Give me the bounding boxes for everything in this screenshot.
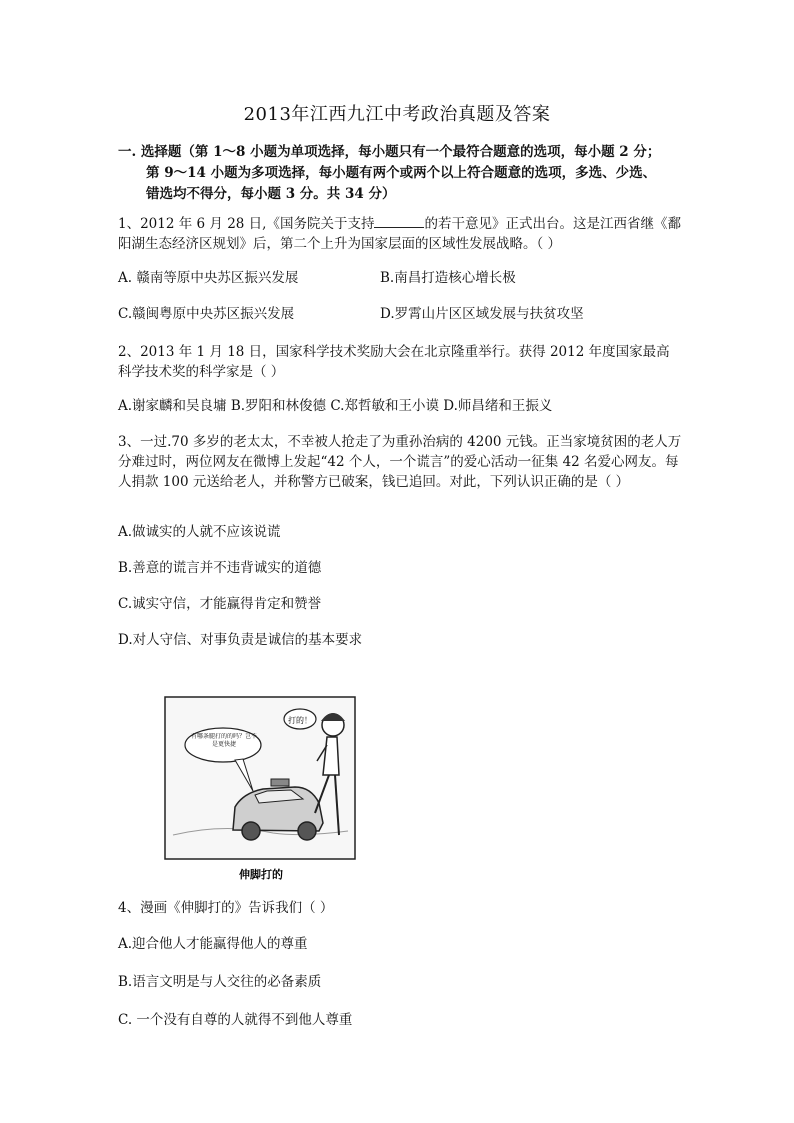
question-2-options: A.谢家麟和吴良墉 B.罗阳和林俊德 C.郑哲敏和王小谟 D.师昌绪和王振义 — [118, 398, 553, 414]
speech-bubble-right-text: 打的！ — [288, 716, 312, 725]
question-2: 2、2013 年 1 月 18 日，国家科学技术奖励大会在北京隆重举行。获得 2012 年度国家最高科学技术奖的科学家是（ ） — [118, 344, 670, 380]
question-4-option-c: C. 一个没有自尊的人就得不到他人尊重 — [118, 1012, 353, 1028]
question-1 — [118, 214, 683, 254]
section-heading-line3: 错选均不得分，每小题 3 分。共 34 分） — [146, 186, 396, 202]
question-1-option-c: C.赣闽粤原中央苏区振兴发展 — [118, 306, 295, 322]
section-heading-line2: 第 9～14 小题为多项选择，每小题有两个或两个以上符合题意的选项，多选、少选、 — [146, 165, 657, 181]
taxi-wheel-front — [242, 822, 260, 840]
question-3-option-d: D.对人守信、对事负责是诚信的基本要求 — [118, 632, 363, 648]
question-1-text-start: 1、2012 年 6 月 28 日,《国务院关于支持 — [118, 216, 375, 232]
question-4: 4、漫画《伸脚打的》告诉我们（ ） — [118, 900, 334, 916]
question-3-option-b: B.善意的谎言并不违背诚实的道德 — [118, 560, 322, 576]
speech-bubble-left-text: 有哪条腿打的的吗？岂不是更快捷 — [191, 733, 257, 748]
taxi-sign — [271, 779, 289, 786]
question-1-option-b: B.南昌打造核心增长极 — [380, 270, 516, 286]
question-4-option-a: A.迎合他人才能赢得他人的尊重 — [118, 936, 308, 952]
question-3-option-a: A.做诚实的人就不应该说谎 — [118, 524, 281, 540]
section-heading-line1: 一. 选择题（第 1～8 小题为单项选择，每小题只有一个最符合题意的选项，每小题 2 分； — [118, 144, 661, 160]
question-1-blank — [374, 215, 424, 228]
question-4-option-b: B.语言文明是与人交往的必备素质 — [118, 974, 322, 990]
question-1-text-end: 的若干意见》正式出台。这是江西省继《鄱阳湖生态经济区规划》后，第二个上升为国家层面的区域性发展战略。（ ） — [118, 216, 681, 252]
question-3-option-c: C.诚实守信，才能赢得肯定和赞誉 — [118, 596, 322, 612]
question-3: 3、一过.70 多岁的老太太，不幸被人抢走了为重孙治病的 4200 元钱。正当家境贫困的老人万分难过时，两位网友在微博上发起“42 个人，一个谎言”的爱心活动一征集 42 名爱心网友。每人捐款 100 元送给老人，并称警方已破案，钱已追回。对此，下列认识正确的是（ ） — [118, 434, 682, 490]
question-1-option-a: A. 赣南等原中央苏区振兴发展 — [118, 270, 299, 286]
section-heading — [118, 142, 678, 205]
question-1-option-d: D.罗霄山片区区域发展与扶贫攻坚 — [380, 306, 584, 322]
cartoon-illustration — [163, 695, 360, 890]
cartoon-caption: 伸脚打的 — [239, 868, 283, 881]
document-title: 2013年江西九江中考政治真题及答案 — [243, 104, 551, 125]
taxi-wheel-rear — [298, 822, 316, 840]
